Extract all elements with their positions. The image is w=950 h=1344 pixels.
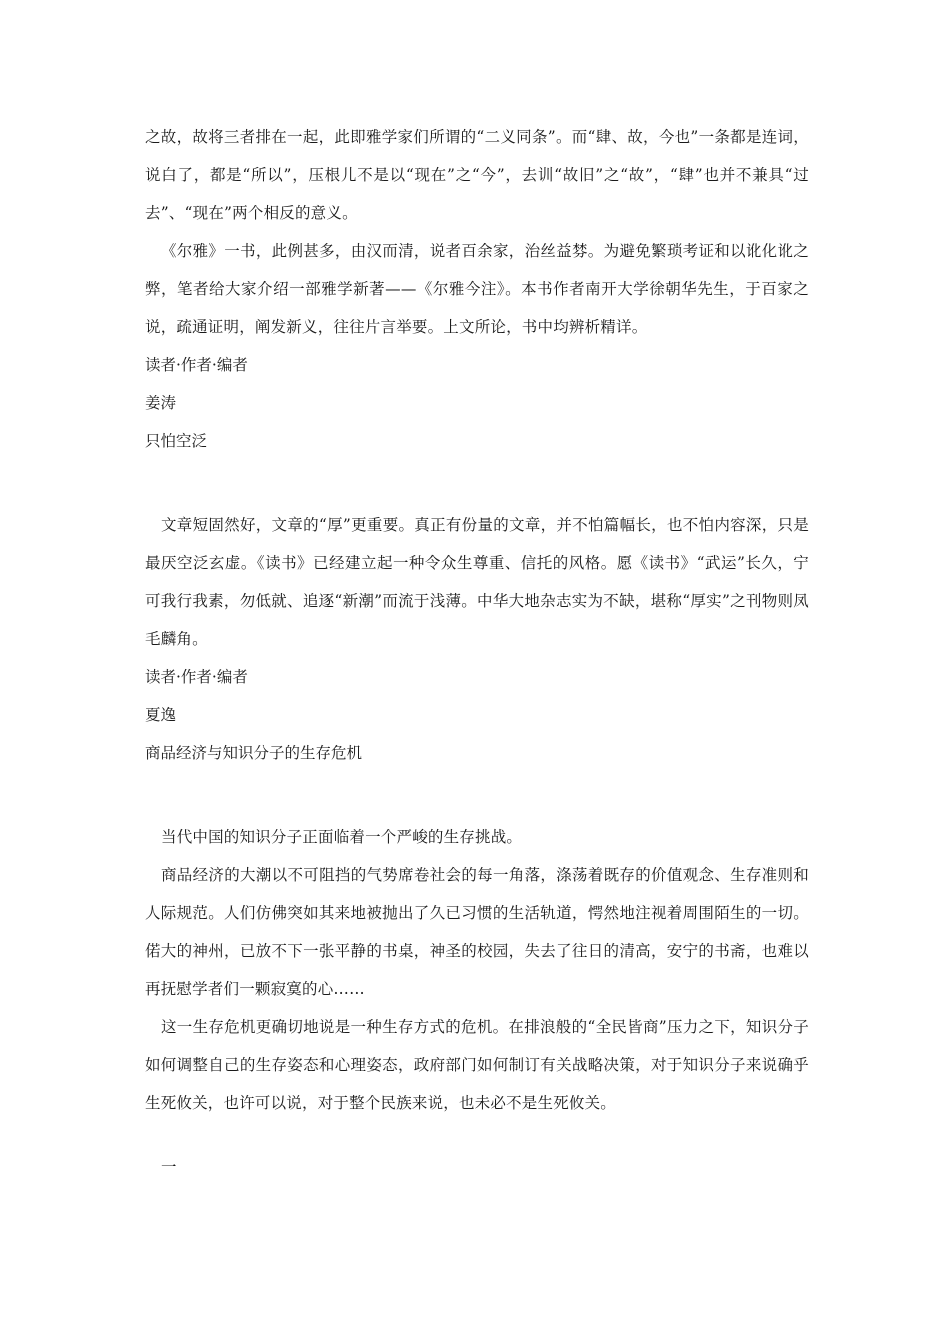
section2-author: 夏逸 bbox=[145, 706, 177, 724]
paragraph-6: 这一生存危机更确切地说是一种生存方式的危机。在排浪般的“全民皆商”压力之下，知识分子如何调整自己的生存姿态和心理姿态，政府部门如何制订有关战略决策，对于知识分子来说确乎生死攸关，也许可以说，对于整个民族来说，也未必不是生死攸关。 bbox=[145, 1018, 809, 1112]
section2-column-label: 读者·作者·编者 bbox=[145, 668, 248, 686]
paragraph-3: 文章短固然好，文章的“厚”更重要。真正有份量的文章，并不怕篇幅长，也不怕内容深，只是最厌空泛玄虚。《读书》已经建立起一种令众生尊重、信托的风格。愿《读书》“武运”长久，宁可我行我素，勿低就、追逐“新潮”而流于浅薄。中华大地杂志实为不缺，堪称“厚实”之刊物则凤毛麟角。 bbox=[145, 516, 809, 648]
paragraph-1: 之故，故将三者排在一起，此即雅学家们所谓的“二义同条”。而“肆、故，今也”一条都是连词，说白了，都是“所以”，压根儿不是以“现在”之“今”，去训“故旧”之“故”，“肆”也并不兼具“过去”、“现在”两个相反的意义。 bbox=[145, 128, 809, 222]
paragraph-4: 当代中国的知识分子正面临着一个严峻的生存挑战。 bbox=[161, 828, 523, 846]
section2-title: 商品经济与知识分子的生存危机 bbox=[145, 744, 363, 762]
paragraph-5: 商品经济的大潮以不可阻挡的气势席卷社会的每一角落，涤荡着既存的价值观念、生存准则和人际规范。人们仿佛突如其来地被抛出了久已习惯的生活轨道，愕然地注视着周围陌生的一切。偌大的神州，已放不下一张平静的书桌，神圣的校园，失去了往日的清高，安宁的书斋，也难以再抚慰学者们一颗寂寞的心…… bbox=[145, 866, 809, 998]
paragraph-2: 《尔雅》一书，此例甚多，由汉而清，说者百余家，治丝益棼。为避免繁琐考证和以讹化讹之弊，笔者给大家介绍一部雅学新著——《尔雅今注》。本书作者南开大学徐朝华先生，于百家之说，疏通证明，阐发新义，往往片言举要。上文所论，书中均辨析精详。 bbox=[145, 242, 809, 336]
section1-author: 姜涛 bbox=[145, 394, 177, 412]
section1-title: 只怕空泛 bbox=[145, 432, 208, 450]
section1-column-label: 读者·作者·编者 bbox=[145, 356, 248, 374]
section-number: 一 bbox=[161, 1158, 177, 1176]
document-page bbox=[145, 118, 809, 1186]
